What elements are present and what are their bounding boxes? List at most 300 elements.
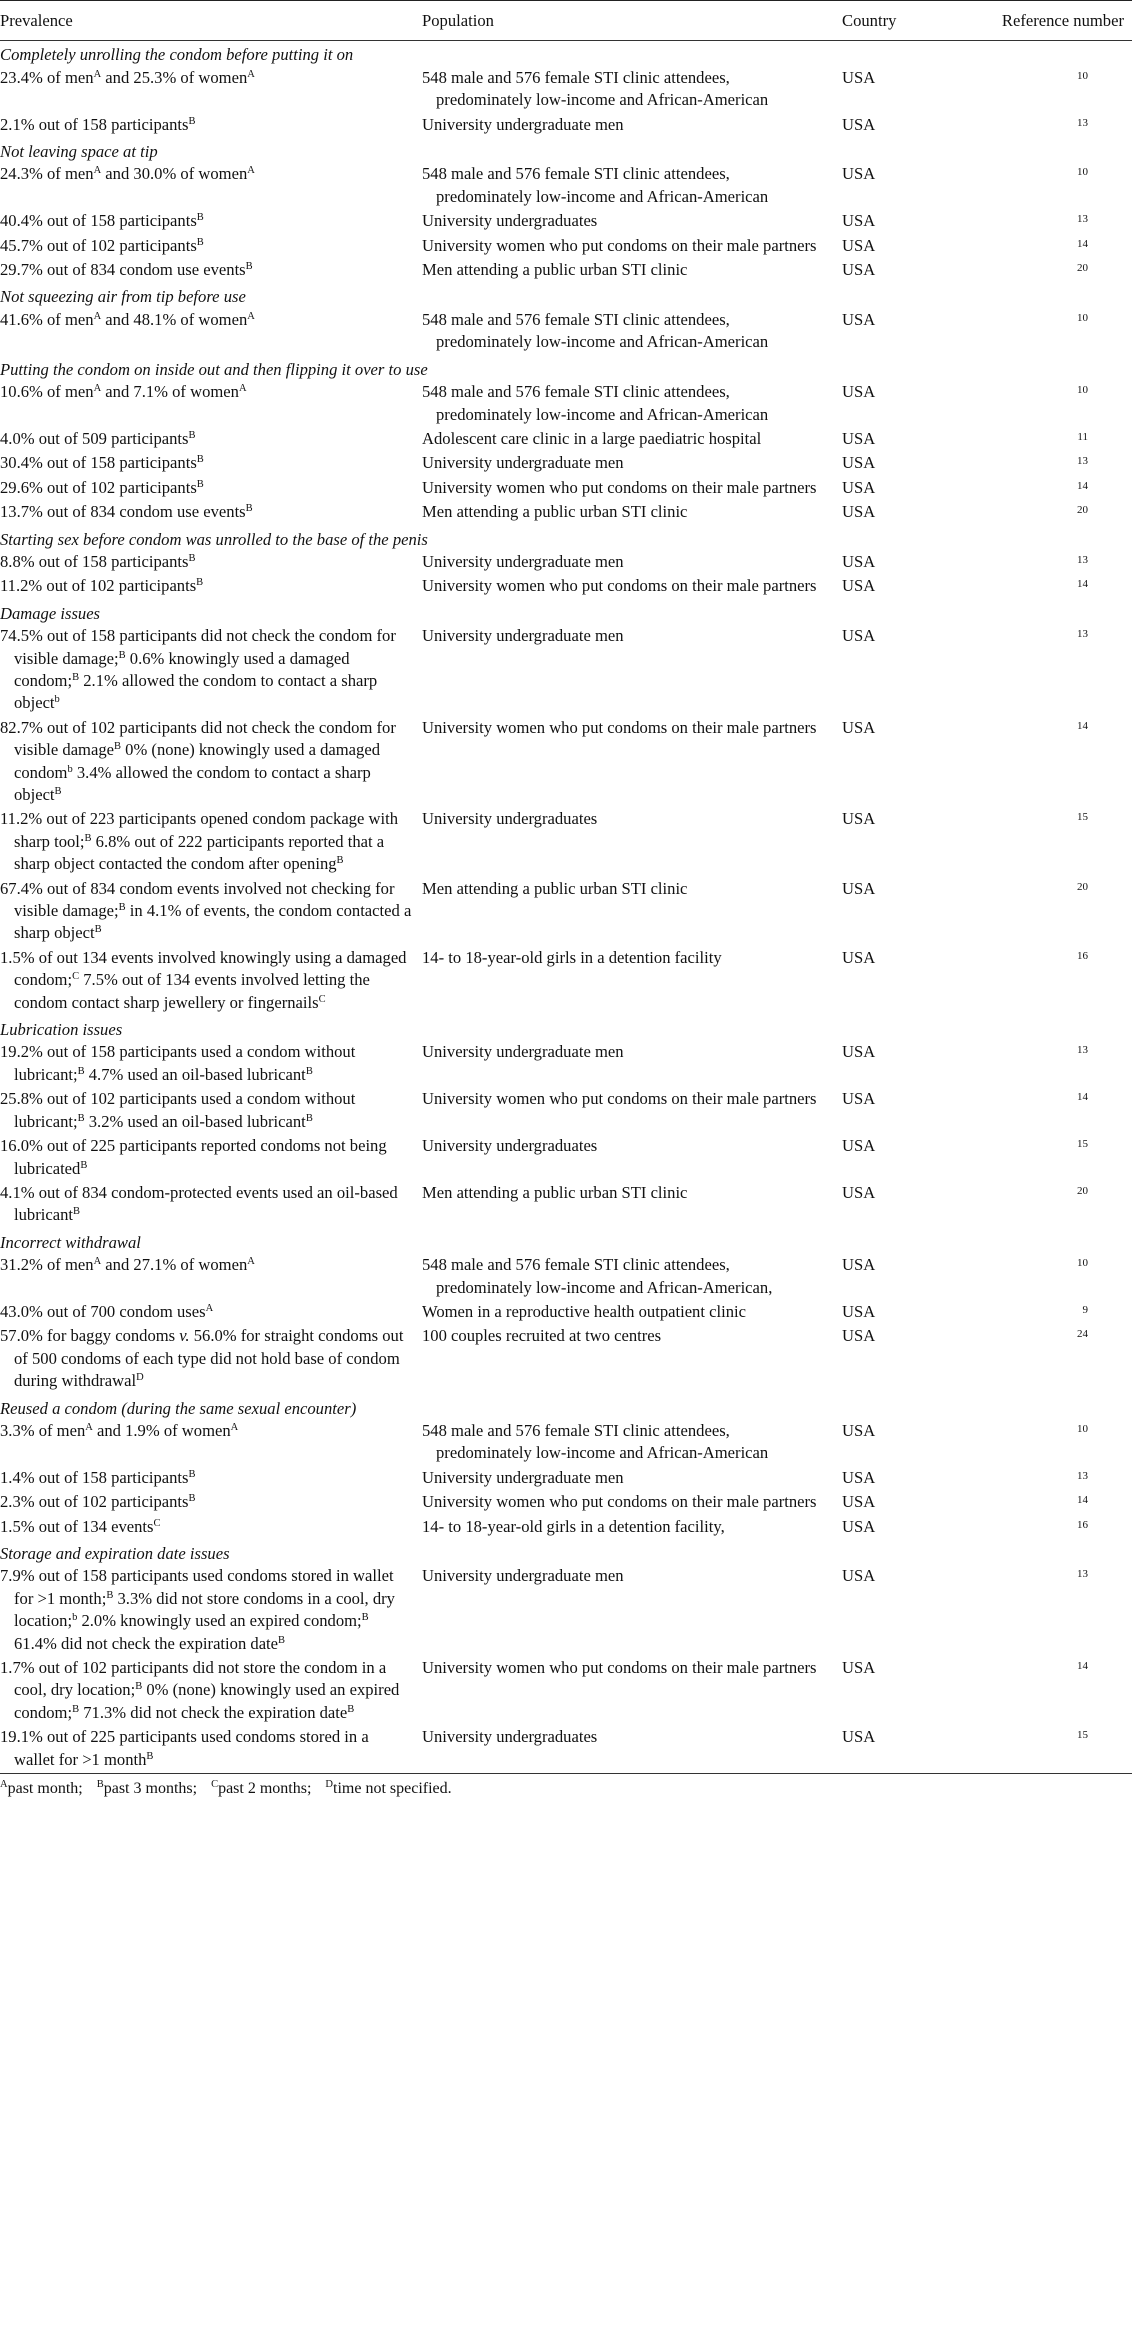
- population-cell: [422, 67, 842, 114]
- footnote-text: past 2 months;: [218, 1780, 312, 1798]
- population-text: 548 male and 576 female STI clinic attendees, predominately low-income and African-American: [422, 164, 769, 206]
- population-text: Men attending a public urban STI clinic: [422, 260, 688, 280]
- prevalence-segment: 4.7% used an oil-based lubricant: [84, 1064, 306, 1084]
- superscript-marker: B: [196, 236, 204, 248]
- prevalence-cell: [0, 1135, 422, 1182]
- table-row: [0, 878, 1132, 947]
- population-cell: [422, 1254, 842, 1301]
- reference-cell: 11: [1077, 430, 1088, 443]
- country-cell: USA: [842, 1420, 876, 1440]
- reference-cell: 14: [1077, 1494, 1088, 1507]
- prevalence-segment: 31.2% of men: [0, 1255, 94, 1275]
- prevalence-text: [0, 452, 412, 474]
- prevalence-text: [0, 381, 412, 403]
- prevalence-text: [0, 309, 412, 331]
- superscript-marker: A: [238, 383, 247, 395]
- prevalence-text: [0, 210, 412, 232]
- country-cell: USA: [842, 1492, 876, 1512]
- prevalence-cell: [0, 67, 422, 114]
- prevalence-text: [0, 1491, 412, 1513]
- prevalence-segment: 71.3% did not check the expiration date: [79, 1702, 348, 1722]
- prevalence-segment: 0% (none) knowingly used an expired condom;: [14, 1680, 400, 1722]
- prevalence-cell: [0, 1254, 422, 1301]
- country-cell: USA: [842, 1727, 876, 1747]
- superscript-marker: b: [67, 763, 73, 775]
- superscript-marker: C: [318, 993, 326, 1005]
- superscript-marker: B: [84, 832, 92, 844]
- country-cell: USA: [842, 947, 876, 967]
- prevalence-segment: 19.2% out of 158 participants used a condom without lubricant;: [0, 1042, 356, 1084]
- population-text: 14- to 18-year-old girls in a detention facility,: [422, 1516, 725, 1536]
- prevalence-text: [0, 114, 412, 136]
- prevalence-text: [0, 551, 412, 573]
- section-row: [0, 1229, 1132, 1254]
- prevalence-segment: and 25.3% of women: [101, 67, 248, 87]
- country-cell: USA: [842, 477, 876, 497]
- population-text: 548 male and 576 female STI clinic attendees, predominately low-income and African-American: [422, 67, 769, 110]
- population-text: University undergraduate men: [422, 114, 624, 134]
- country-cell: USA: [842, 1255, 876, 1275]
- prevalence-segment: 43.0% out of 700 condom uses: [0, 1301, 206, 1321]
- table-row: [0, 1491, 1132, 1515]
- prevalence-cell: [0, 625, 422, 717]
- reference-cell: 10: [1077, 384, 1088, 397]
- prevalence-text: [0, 67, 412, 89]
- table-row: [0, 551, 1132, 575]
- population-text: 100 couples recruited at two centres: [422, 1326, 662, 1346]
- superscript-marker: A: [247, 310, 255, 322]
- table-row: [0, 235, 1132, 259]
- population-cell: [422, 1088, 842, 1135]
- prevalence-text: [0, 501, 412, 523]
- prevalence-segment: 2.1% out of 158 participants: [0, 114, 189, 134]
- prevalence-segment: 23.4% of men: [0, 67, 94, 87]
- table-row: [0, 1657, 1132, 1726]
- prevalence-segment: 8.8% out of 158 participants: [0, 551, 189, 571]
- population-text: University undergraduate men: [422, 453, 624, 473]
- superscript-marker: B: [72, 1206, 80, 1218]
- country-cell: USA: [842, 809, 876, 829]
- population-text: University undergraduates: [422, 211, 598, 231]
- country-cell: USA: [842, 1042, 876, 1062]
- footnote-text: past month;: [7, 1780, 83, 1798]
- prevalence-segment: 67.4% out of 834 condom events involved not checking for visible damage;: [0, 878, 395, 921]
- table-row: [0, 452, 1132, 476]
- country-cell: USA: [842, 576, 876, 596]
- prevalence-segment: 4.1% out of 834 condom-protected events used an oil-based lubricant: [0, 1182, 398, 1225]
- superscript-marker: A: [230, 1421, 239, 1433]
- country-cell: USA: [842, 453, 876, 473]
- population-text: Men attending a public urban STI clinic: [422, 1182, 688, 1202]
- prevalence-segment: and 30.0% of women: [101, 164, 248, 184]
- prevalence-segment: 2.0% knowingly used an expired condom;: [77, 1611, 362, 1631]
- table-row: [0, 1041, 1132, 1088]
- prevalence-segment: 1.5% out of 134 events: [0, 1516, 154, 1536]
- prevalence-segment: and 7.1% of women: [101, 382, 239, 402]
- prevalence-cell: [0, 309, 422, 356]
- superscript-marker: B: [146, 1750, 154, 1762]
- prevalence-text: [0, 1325, 412, 1392]
- prevalence-text: [0, 717, 412, 807]
- reference-cell: 14: [1077, 1091, 1088, 1104]
- superscript-marker: B: [114, 741, 122, 753]
- population-text: Men attending a public urban STI clinic: [422, 878, 688, 898]
- prevalence-cell: [0, 1516, 422, 1540]
- prevalence-text: [0, 477, 412, 499]
- reference-cell: 20: [1077, 262, 1088, 275]
- footnote: [97, 1780, 197, 1797]
- population-text: 548 male and 576 female STI clinic attendees, predominately low-income and African-American: [422, 309, 769, 352]
- prevalence-cell: [0, 1467, 422, 1491]
- prevalence-cell: [0, 1726, 422, 1773]
- prevalence-text: [0, 259, 412, 281]
- table-row: [0, 114, 1132, 138]
- population-text: University undergraduate men: [422, 1042, 624, 1062]
- reference-cell: 13: [1077, 1568, 1088, 1581]
- population-text: University women who put condoms on their male partners: [422, 1658, 817, 1678]
- prevalence-segment: 45.7% out of 102 participants: [0, 235, 197, 255]
- country-cell: USA: [842, 1326, 876, 1346]
- superscript-marker: B: [305, 1065, 313, 1077]
- population-text: 14- to 18-year-old girls in a detention facility: [422, 947, 722, 967]
- prevalence-segment: 10.6% of men: [0, 382, 94, 402]
- superscript-marker: A: [247, 1256, 255, 1268]
- prevalence-cell: [0, 235, 422, 259]
- prevalence-segment: 30.4% out of 158 participants: [0, 453, 197, 473]
- population-cell: [422, 808, 842, 877]
- prevalence-cell: [0, 114, 422, 138]
- population-cell: [422, 551, 842, 575]
- country-cell: USA: [842, 1516, 876, 1536]
- superscript-marker: B: [278, 1634, 286, 1646]
- prevalence-segment: 1.4% out of 158 participants: [0, 1467, 189, 1487]
- table-row: [0, 808, 1132, 877]
- prevalence-text: [0, 878, 412, 945]
- superscript-marker: B: [72, 671, 80, 683]
- prevalence-segment: 25.8% out of 102 participants used a condom without lubricant;: [0, 1089, 356, 1131]
- prevalence-segment: 13.7% out of 834 condom use events: [0, 502, 246, 522]
- population-cell: [422, 1420, 842, 1467]
- table-row: [0, 428, 1132, 452]
- section-title: Lubrication issues: [0, 1020, 123, 1040]
- table-header: [0, 1, 1132, 41]
- prevalence-segment: 3.4% allowed the condom to contact a sharp object: [14, 762, 371, 804]
- table-row: [0, 309, 1132, 356]
- section-title: Not leaving space at tip: [0, 142, 158, 162]
- reference-cell: 13: [1077, 553, 1088, 566]
- prevalence-cell: [0, 947, 422, 1016]
- superscript-marker: B: [106, 1589, 114, 1601]
- superscript-marker: B: [245, 503, 253, 515]
- population-cell: [422, 1491, 842, 1515]
- country-cell: USA: [842, 502, 876, 522]
- population-cell: [422, 210, 842, 234]
- table-row: [0, 477, 1132, 501]
- footnote-marker: C: [211, 1779, 219, 1791]
- prevalence-text: [0, 1565, 412, 1655]
- superscript-marker: B: [188, 1468, 196, 1480]
- reference-cell: 13: [1077, 1469, 1088, 1482]
- footnotes: [0, 1774, 1132, 1800]
- reference-cell: 10: [1077, 69, 1088, 82]
- superscript-marker: B: [245, 261, 253, 273]
- section-title: Not squeezing air from tip before use: [0, 287, 246, 307]
- table-row: [0, 259, 1132, 283]
- prevalence-segment: 6.8% out of 222 participants reported that a sharp object contacted the condom after opening: [14, 831, 385, 874]
- section-title: Incorrect withdrawal: [0, 1232, 141, 1252]
- prevalence-text: [0, 1467, 412, 1489]
- table-row: [0, 1135, 1132, 1182]
- footnote-text: time not specified.: [333, 1780, 452, 1798]
- population-cell: [422, 1325, 842, 1394]
- superscript-marker: D: [136, 1372, 144, 1384]
- population-text: University undergraduates: [422, 809, 598, 829]
- prevalence-segment: 2.1% allowed the condom to contact a sharp object: [14, 670, 378, 713]
- population-cell: [422, 1135, 842, 1182]
- prevalence-text: [0, 1420, 412, 1442]
- population-cell: [422, 575, 842, 599]
- prevalence-cell: [0, 808, 422, 877]
- population-cell: [422, 625, 842, 717]
- population-text: 548 male and 576 female STI clinic attendees, predominately low-income and African-American,: [422, 1255, 773, 1297]
- prevalence-text: [0, 163, 412, 185]
- reference-cell: 16: [1077, 1518, 1088, 1531]
- prevalence-cell: [0, 717, 422, 809]
- prevalence-cell: [0, 1420, 422, 1467]
- population-cell: [422, 1041, 842, 1088]
- superscript-marker: B: [118, 902, 126, 914]
- section-row: [0, 1540, 1132, 1565]
- country-cell: USA: [842, 211, 876, 231]
- population-text: University undergraduates: [422, 1136, 598, 1156]
- prevalence-cell: [0, 452, 422, 476]
- reference-cell: 16: [1077, 949, 1088, 962]
- country-cell: USA: [842, 1136, 876, 1156]
- superscript-marker: B: [77, 1065, 85, 1077]
- table-row: [0, 575, 1132, 599]
- prevalence-cell: [0, 428, 422, 452]
- population-text: 548 male and 576 female STI clinic attendees, predominately low-income and African-American: [422, 1420, 769, 1463]
- population-text: University undergraduates: [422, 1727, 598, 1747]
- prevalence-cell: [0, 878, 422, 947]
- population-cell: [422, 235, 842, 259]
- population-cell: [422, 1565, 842, 1657]
- superscript-marker: B: [188, 115, 196, 127]
- country-cell: USA: [842, 1301, 876, 1321]
- table-row: [0, 1420, 1132, 1467]
- country-cell: USA: [842, 551, 876, 571]
- section-row: [0, 1016, 1132, 1041]
- reference-cell: 20: [1077, 1184, 1088, 1197]
- reference-cell: 13: [1077, 213, 1088, 226]
- superscript-marker: C: [72, 971, 80, 983]
- superscript-marker: A: [247, 165, 255, 177]
- table-row: [0, 1088, 1132, 1135]
- section-row: [0, 526, 1132, 551]
- table-row: [0, 1516, 1132, 1540]
- header-prevalence: Prevalence: [0, 1, 422, 41]
- footnote: [0, 1780, 83, 1797]
- reference-cell: 14: [1077, 719, 1088, 732]
- prevalence-text: [0, 1135, 412, 1180]
- prevalence-segment: 29.7% out of 834 condom use events: [0, 260, 246, 280]
- superscript-marker: A: [93, 68, 102, 80]
- country-cell: USA: [842, 114, 876, 134]
- population-text: Men attending a public urban STI clinic: [422, 502, 688, 522]
- prevalence-segment: and 1.9% of women: [92, 1420, 231, 1440]
- prevalence-text: [0, 1254, 412, 1276]
- footnote-marker: D: [325, 1779, 334, 1791]
- superscript-marker: C: [153, 1517, 161, 1529]
- country-cell: USA: [842, 1467, 876, 1487]
- country-cell: USA: [842, 626, 876, 646]
- superscript-marker: B: [188, 552, 196, 564]
- reference-cell: 15: [1077, 1138, 1088, 1151]
- country-cell: USA: [842, 428, 876, 448]
- reference-cell: 13: [1077, 116, 1088, 129]
- superscript-marker: B: [196, 454, 204, 466]
- prevalence-cell: [0, 1657, 422, 1726]
- prevalence-segment: 11.2% out of 223 participants opened condom package with sharp tool;: [0, 809, 398, 851]
- population-cell: [422, 452, 842, 476]
- prevalence-text: [0, 1657, 412, 1724]
- prevalence-cell: [0, 1491, 422, 1515]
- reference-cell: 14: [1077, 237, 1088, 250]
- section-title: Storage and expiration date issues: [0, 1544, 230, 1563]
- prevalence-segment: 24.3% of men: [0, 164, 94, 184]
- section-title: Completely unrolling the condom before putting it on: [0, 45, 354, 65]
- population-text: Adolescent care clinic in a large paediatric hospital: [422, 428, 762, 448]
- population-cell: [422, 381, 842, 428]
- population-text: University women who put condoms on their male partners: [422, 1492, 817, 1512]
- country-cell: USA: [842, 878, 876, 898]
- reference-cell: 20: [1077, 504, 1088, 517]
- reference-cell: 24: [1077, 1328, 1088, 1341]
- prevalence-segment: 29.6% out of 102 participants: [0, 477, 197, 497]
- footnote-marker: B: [96, 1779, 104, 1791]
- superscript-marker: B: [188, 1493, 196, 1505]
- reference-cell: 15: [1077, 1729, 1088, 1742]
- superscript-marker: B: [347, 1703, 355, 1715]
- section-row: [0, 600, 1132, 625]
- prevalence-cell: [0, 501, 422, 525]
- population-text: University women who put condoms on their male partners: [422, 717, 817, 737]
- table-row: [0, 625, 1132, 717]
- prevalence-segment: 0.6% knowingly used a damaged condom;: [14, 648, 350, 690]
- table-row: [0, 1182, 1132, 1229]
- section-row: [0, 283, 1132, 308]
- population-text: University women who put condoms on their male partners: [422, 477, 817, 497]
- reference-cell: 9: [1082, 1303, 1088, 1316]
- table-row: [0, 501, 1132, 525]
- prevalence-text: [0, 1041, 412, 1086]
- table-row: [0, 381, 1132, 428]
- prevalence-cell: [0, 381, 422, 428]
- prevalence-segment: 41.6% of men: [0, 309, 94, 329]
- population-cell: [422, 114, 842, 138]
- table-row: [0, 1254, 1132, 1301]
- section-row: [0, 41, 1132, 67]
- section-title: Reused a condom (during the same sexual encounter): [0, 1398, 357, 1418]
- reference-cell: 10: [1077, 1257, 1088, 1270]
- prevalence-text: [0, 1182, 412, 1227]
- header-reference-number: Reference number: [997, 1, 1132, 41]
- table-row: [0, 1467, 1132, 1491]
- footnote-marker: A: [0, 1779, 8, 1791]
- header-population: Population: [422, 1, 842, 41]
- reference-cell: 15: [1077, 811, 1088, 824]
- population-cell: [422, 717, 842, 809]
- population-cell: [422, 477, 842, 501]
- prevalence-segment: in 4.1% of events, the condom contacted a sharp object: [14, 901, 412, 943]
- population-cell: [422, 947, 842, 1016]
- prevalence-text: [0, 808, 412, 875]
- table-row: [0, 1726, 1132, 1773]
- superscript-marker: B: [94, 924, 102, 936]
- section-title: Starting sex before condom was unrolled to the base of the penis: [0, 529, 428, 549]
- reference-cell: 10: [1077, 1422, 1088, 1435]
- population-cell: [422, 163, 842, 210]
- prevalence-text: [0, 1301, 412, 1323]
- population-cell: [422, 259, 842, 283]
- prevalence-segment: v.: [179, 1326, 190, 1346]
- superscript-marker: B: [118, 649, 126, 661]
- prevalence-text: [0, 575, 412, 597]
- prevalence-segment: 1.5% of out 134 events involved knowingly using a damaged condom;: [0, 947, 407, 990]
- population-cell: [422, 1516, 842, 1540]
- prevalence-segment: 16.0% out of 225 participants reported condoms not being lubricated: [0, 1136, 387, 1178]
- prevalence-text: [0, 947, 412, 1014]
- table-row: [0, 1325, 1132, 1394]
- country-cell: USA: [842, 1182, 876, 1202]
- population-cell: [422, 1467, 842, 1491]
- country-cell: USA: [842, 382, 876, 402]
- superscript-marker: A: [247, 68, 255, 80]
- section-title: Putting the condom on inside out and then flipping it over to use: [0, 359, 428, 379]
- population-cell: [422, 501, 842, 525]
- population-text: University undergraduate men: [422, 1467, 624, 1487]
- prevalence-segment: 82.7% out of 102 participants did not check the condom for visible damage: [0, 717, 396, 760]
- superscript-marker: B: [196, 577, 204, 589]
- superscript-marker: B: [196, 212, 204, 224]
- prevalence-segment: 4.0% out of 509 participants: [0, 428, 189, 448]
- prevalence-segment: 56.0% for straight condoms out of 500 condoms of each type did not hold base of condom during withdrawal: [14, 1326, 404, 1391]
- prevalence-segment: 74.5% out of 158 participants did not check the condom for visible damage;: [0, 626, 396, 668]
- prevalence-segment: 57.0% for baggy condoms: [0, 1326, 180, 1346]
- reference-cell: 13: [1077, 455, 1088, 468]
- reference-cell: 10: [1077, 311, 1088, 324]
- country-cell: USA: [842, 717, 876, 737]
- prevalence-cell: [0, 1182, 422, 1229]
- prevalence-segment: 0% (none) knowingly used a damaged condom: [14, 740, 380, 782]
- prevalence-segment: 19.1% out of 225 participants used condoms stored in a wallet for >1 month: [0, 1727, 369, 1769]
- population-text: University undergraduate men: [422, 551, 624, 571]
- reference-cell: 10: [1077, 166, 1088, 179]
- table-row: [0, 67, 1132, 114]
- superscript-marker: A: [93, 1256, 102, 1268]
- prevalence-cell: [0, 259, 422, 283]
- prevalence-cell: [0, 210, 422, 234]
- population-text: 548 male and 576 female STI clinic attendees, predominately low-income and African-American: [422, 382, 769, 424]
- superscript-marker: b: [54, 694, 60, 706]
- section-title: Damage issues: [0, 603, 101, 623]
- superscript-marker: B: [77, 1112, 85, 1124]
- superscript-marker: A: [85, 1421, 93, 1433]
- prevalence-text: [0, 235, 412, 257]
- population-text: Women in a reproductive health outpatient clinic: [422, 1301, 746, 1321]
- population-text: University women who put condoms on their male partners: [422, 576, 817, 596]
- reference-cell: 20: [1077, 880, 1088, 893]
